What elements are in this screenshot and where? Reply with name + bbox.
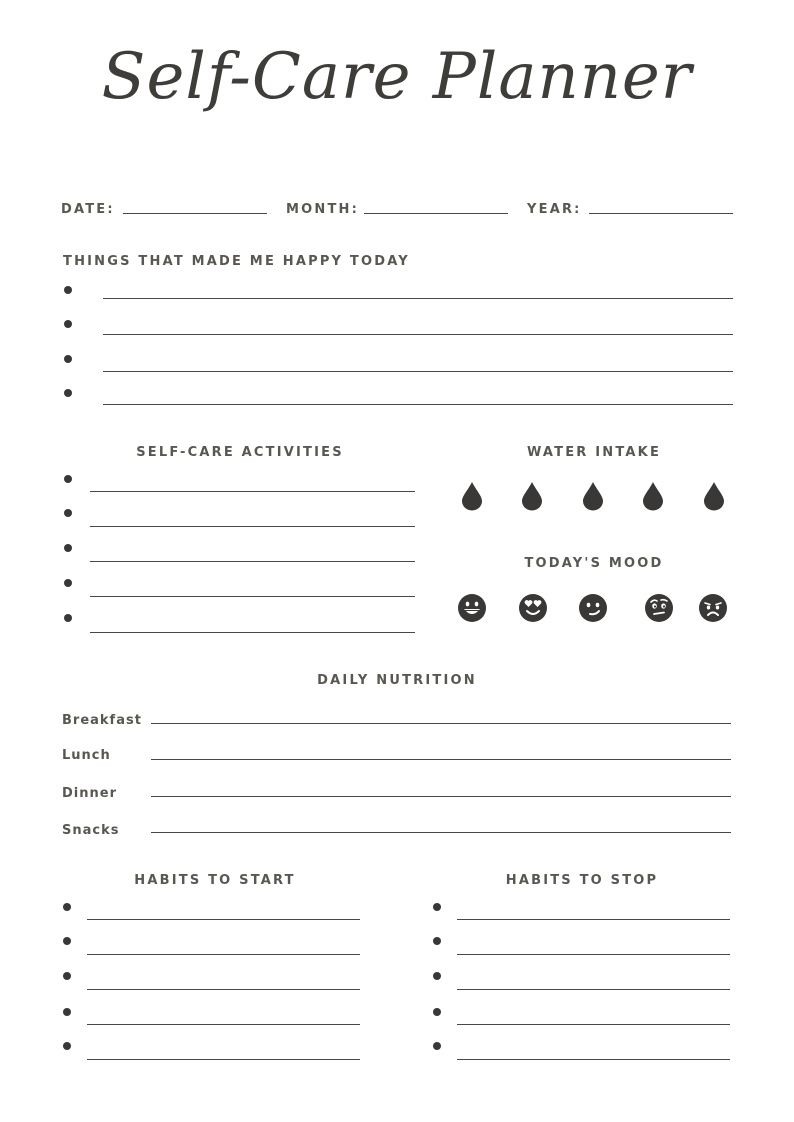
happy-line-4[interactable] <box>103 404 733 405</box>
habit-start-line-4[interactable] <box>87 1024 360 1025</box>
bullet-dot <box>64 355 72 363</box>
habit-stop-line-1[interactable] <box>457 919 730 920</box>
meal-label: Dinner <box>62 786 117 801</box>
happy-line-1[interactable] <box>103 298 733 299</box>
bullet-dot <box>64 614 72 622</box>
habits-stop-heading: HABITS TO STOP <box>505 873 659 888</box>
bullet-dot <box>63 903 71 911</box>
year-label: YEAR: <box>527 202 582 217</box>
dinner-line[interactable] <box>151 796 731 797</box>
bullet-dot <box>63 1008 71 1016</box>
date-field-line[interactable] <box>123 213 267 214</box>
activity-line-5[interactable] <box>90 632 415 633</box>
bullet-dot <box>64 389 72 397</box>
bullet-dot <box>64 320 72 328</box>
habits-start-heading: HABITS TO START <box>134 873 296 888</box>
happy-heading: THINGS THAT MADE ME HAPPY TODAY <box>63 254 410 269</box>
bullet-dot <box>433 937 441 945</box>
activities-heading: SELF-CARE ACTIVITIES <box>136 445 344 460</box>
habit-start-line-3[interactable] <box>87 989 360 990</box>
breakfast-line[interactable] <box>151 723 731 724</box>
smirking-face-icon[interactable] <box>578 593 608 623</box>
drop-icon[interactable] <box>582 481 604 511</box>
bullet-dot <box>64 475 72 483</box>
water-heading: WATER INTAKE <box>526 445 662 460</box>
lunch-line[interactable] <box>151 759 731 760</box>
year-field-line[interactable] <box>589 213 733 214</box>
habit-start-line-5[interactable] <box>87 1059 360 1060</box>
thinking-face-icon[interactable] <box>644 593 674 623</box>
habit-stop-line-4[interactable] <box>457 1024 730 1025</box>
activity-line-1[interactable] <box>90 491 415 492</box>
nutrition-heading: DAILY NUTRITION <box>317 673 477 688</box>
drop-icon[interactable] <box>461 481 483 511</box>
activity-line-2[interactable] <box>90 526 415 527</box>
bullet-dot <box>64 286 72 294</box>
habit-stop-line-5[interactable] <box>457 1059 730 1060</box>
bullet-dot <box>63 1042 71 1050</box>
habit-start-line-2[interactable] <box>87 954 360 955</box>
mood-heading: TODAY'S MOOD <box>524 556 664 571</box>
month-label: MONTH: <box>286 202 360 217</box>
happy-line-3[interactable] <box>103 371 733 372</box>
bullet-dot <box>64 579 72 587</box>
bullet-dot <box>64 544 72 552</box>
grinning-face-icon[interactable] <box>457 593 487 623</box>
happy-line-2[interactable] <box>103 334 733 335</box>
drop-icon[interactable] <box>521 481 543 511</box>
bullet-dot <box>64 509 72 517</box>
activity-line-3[interactable] <box>90 561 415 562</box>
meal-label: Lunch <box>62 748 111 763</box>
bullet-dot <box>63 937 71 945</box>
habit-stop-line-3[interactable] <box>457 989 730 990</box>
page-title: Self-Care Planner <box>101 40 693 114</box>
bullet-dot <box>433 972 441 980</box>
sad-face-icon[interactable] <box>698 593 728 623</box>
meal-label: Breakfast <box>62 713 142 728</box>
drop-icon[interactable] <box>703 481 725 511</box>
snacks-line[interactable] <box>151 832 731 833</box>
drop-icon[interactable] <box>642 481 664 511</box>
bullet-dot <box>433 1008 441 1016</box>
bullet-dot <box>433 903 441 911</box>
bullet-dot <box>63 972 71 980</box>
date-label: DATE: <box>61 202 115 217</box>
bullet-dot <box>433 1042 441 1050</box>
month-field-line[interactable] <box>364 213 508 214</box>
meal-label: Snacks <box>62 823 120 838</box>
activity-line-4[interactable] <box>90 596 415 597</box>
heart-eyes-face-icon[interactable] <box>518 593 548 623</box>
habit-stop-line-2[interactable] <box>457 954 730 955</box>
habit-start-line-1[interactable] <box>87 919 360 920</box>
